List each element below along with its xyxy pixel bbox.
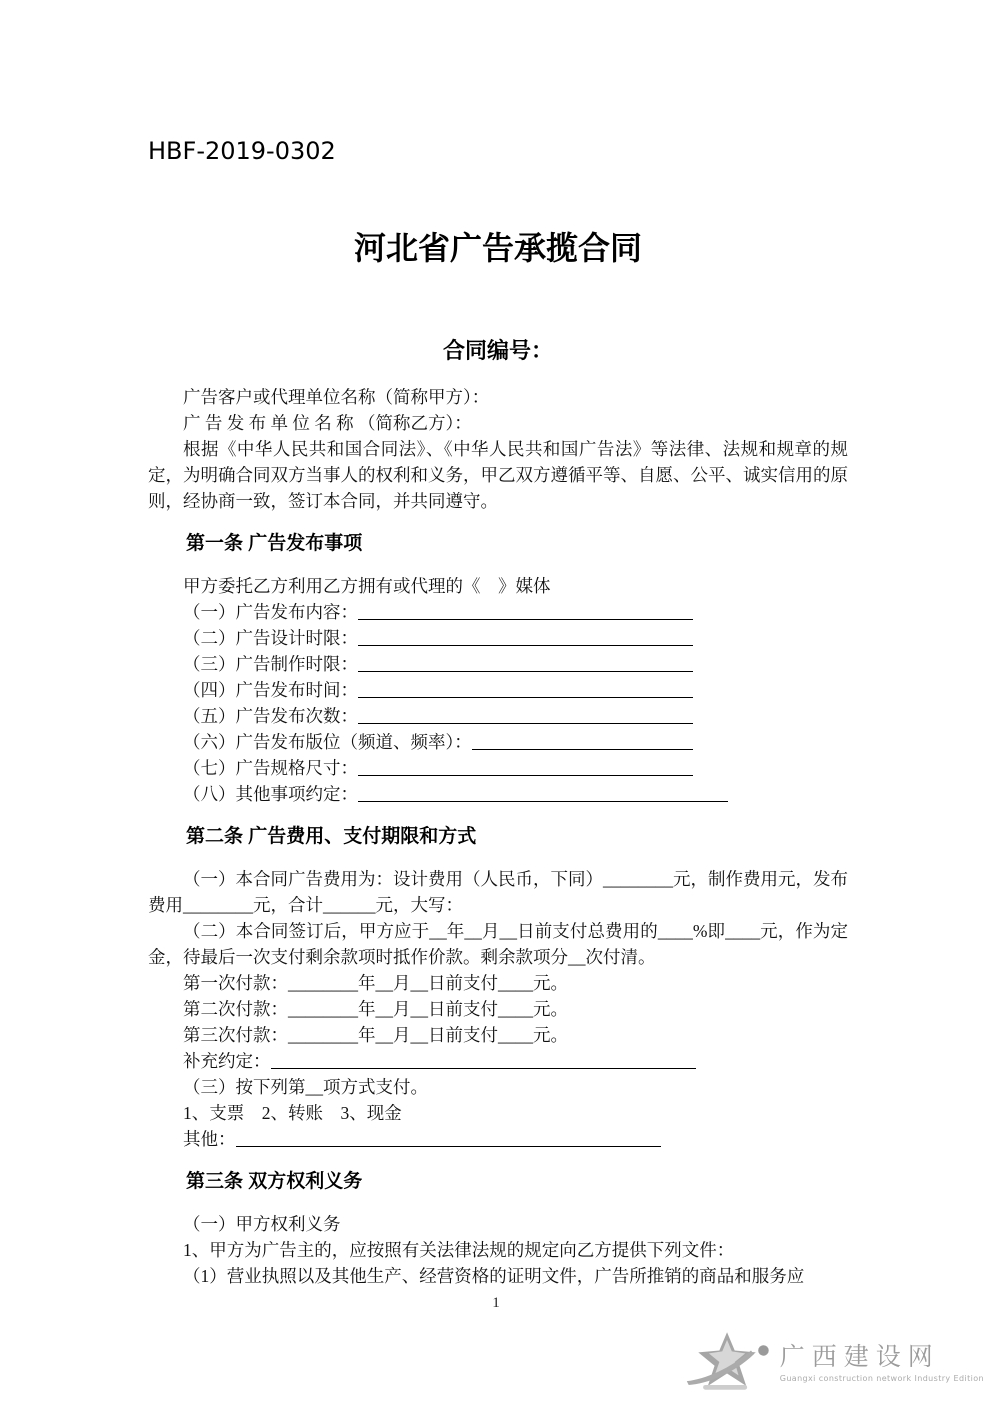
supplement-row xyxy=(183,1048,696,1074)
blank-underline xyxy=(358,755,693,776)
fee-paragraph: （一）本合同广告费用为：设计费用（人民币，下同）________元，制作费用元，发布费用________元，合计______元，大写： xyxy=(148,868,848,915)
field-label: （五）广告发布次数： xyxy=(183,705,358,726)
page-title: 河北省广告承揽合同 xyxy=(353,229,642,266)
pay-method-line: （三）按下列第__项方式支付。 xyxy=(183,1076,428,1097)
section1-lead: 甲方委托乙方利用乙方拥有或代理的《 》媒体 xyxy=(183,575,551,596)
section1-heading: 第一条 广告发布事项 xyxy=(186,532,363,554)
blank-underline xyxy=(271,1048,697,1069)
preamble-paragraph: 根据《中华人民共和国合同法》、《中华人民共和国广告法》等法律、法规和规章的规定，为明确合同双方当事人的权利和义务，甲乙双方遵循平等、自愿、公平、诚实信用的原则，经协商一致，签订本合同，并共同遵守。 xyxy=(148,438,848,511)
watermark-name-en: Guangxi construction network Industry Edition xyxy=(779,1373,984,1383)
form-blank-row xyxy=(183,729,693,755)
form-blank-row xyxy=(183,755,693,781)
watermark-text xyxy=(780,1344,984,1383)
blank-underline xyxy=(358,781,728,802)
payment-line-1: 第一次付款：________年__月__日前支付____元。 xyxy=(183,972,568,993)
blank-underline xyxy=(358,651,693,672)
document-body xyxy=(148,384,848,1289)
section2-heading: 第二条 广告费用、支付期限和方式 xyxy=(186,825,477,847)
watermark xyxy=(682,1330,984,1397)
form-blank-row xyxy=(183,599,693,625)
section3-heading: 第三条 双方权利义务 xyxy=(186,1170,363,1192)
document-content xyxy=(148,0,848,1289)
blank-underline xyxy=(472,729,693,750)
form-blank-row xyxy=(183,651,693,677)
party-b-line: 广 告 发 布 单 位 名 称 （简称乙方）： xyxy=(183,412,472,433)
payment-line-2: 第二次付款：________年__月__日前支付____元。 xyxy=(183,998,568,1019)
star-logo-icon xyxy=(682,1330,774,1397)
pay-options-line: 1、支票 2、转账 3、现金 xyxy=(183,1102,402,1123)
field-label: （四）广告发布时间： xyxy=(183,679,358,700)
payment-line-3: 第三次付款：________年__月__日前支付____元。 xyxy=(183,1024,568,1045)
deposit-paragraph: （二）本合同签订后，甲方应于__年__月__日前支付总费用的____%即____元，作为定金，待最后一次支付剩余款项时抵作价款。剩余款项分__次付清。 xyxy=(148,920,848,967)
contract-number-label: 合同编号： xyxy=(442,338,553,364)
field-label: （六）广告发布版位（频道、频率）： xyxy=(183,731,472,752)
form-blank-row xyxy=(183,781,728,807)
party-a-line: 广告客户或代理单位名称（简称甲方）： xyxy=(183,386,490,407)
field-label: （一）广告发布内容： xyxy=(183,601,358,622)
blank-underline xyxy=(358,599,693,620)
party-a-duties-line: （一）甲方权利义务 xyxy=(183,1213,341,1234)
page-number: 1 xyxy=(492,1295,500,1311)
field-label: （二）广告设计时限： xyxy=(183,627,358,648)
field-label: 其他： xyxy=(183,1128,236,1149)
duty-subitem-1: （1）营业执照以及其他生产、经营资格的证明文件，广告所推销的商品和服务应 xyxy=(183,1265,805,1286)
field-label: （八）其他事项约定： xyxy=(183,783,358,804)
field-label: 补充约定： xyxy=(183,1050,271,1071)
field-label: （七）广告规格尺寸： xyxy=(183,757,358,778)
field-label: （三）广告制作时限： xyxy=(183,653,358,674)
blank-underline xyxy=(358,625,693,646)
form-blank-row xyxy=(183,677,693,703)
blank-underline xyxy=(358,677,693,698)
blank-underline xyxy=(236,1126,662,1147)
blank-underline xyxy=(358,703,693,724)
form-blank-row xyxy=(183,625,693,651)
form-blank-row xyxy=(183,703,693,729)
duty-item-1: 1、甲方为广告主的，应按照有关法律法规的规定向乙方提供下列文件： xyxy=(183,1239,735,1260)
document-code: HBF-2019-0302 xyxy=(148,137,336,165)
other-method-row xyxy=(183,1126,661,1152)
watermark-name-cn: 广西建设网 xyxy=(779,1344,940,1372)
